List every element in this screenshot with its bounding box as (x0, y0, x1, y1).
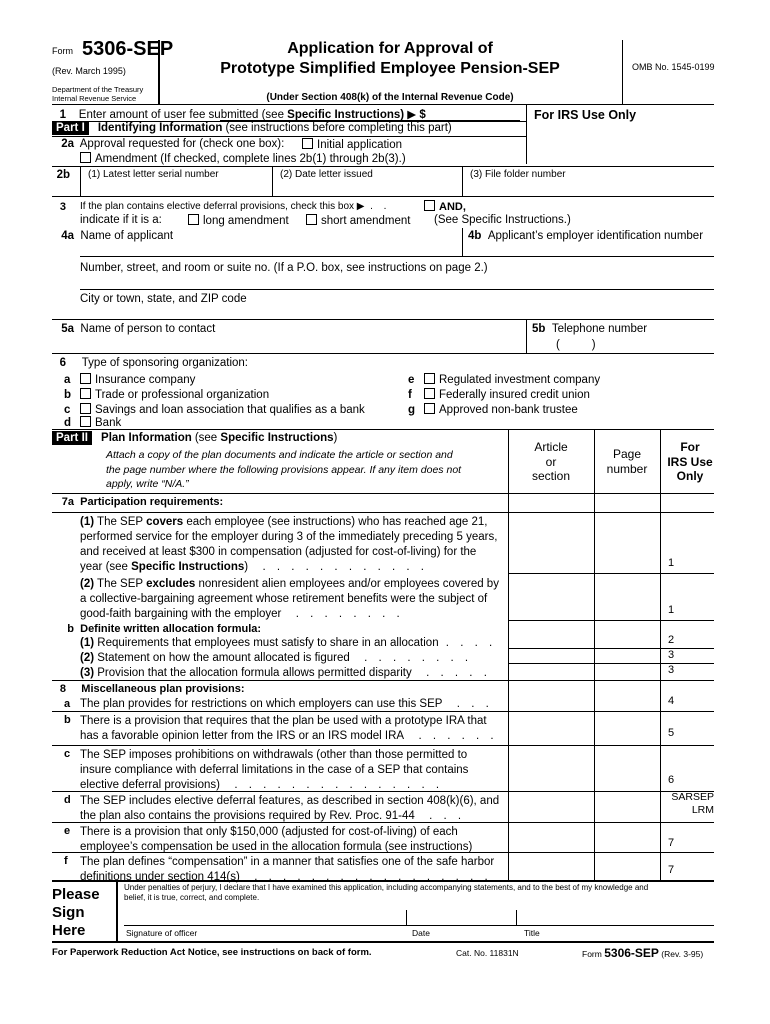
perjury-statement: Under penalties of perjury, I declare that I have examined this application, including accompanying statements, and to the best of my knowledge and belief, it is true, correct, and complete. (124, 883, 649, 902)
item-8b: There is a provision that requires that the plan be used with a prototype IRA that has a favorable opinion letter from the IRS or an IRS model IRA . . . . . . (80, 715, 498, 742)
irs-code-8b: 5 (668, 727, 675, 739)
item-7b-3: (3) Provision that the allocation formula allows permitted disparity . . . . . (80, 667, 491, 679)
employer-ein-field[interactable] (462, 256, 714, 257)
org-option-b[interactable]: b Trade or professional organization (64, 389, 270, 401)
regulated-investment-checkbox[interactable] (424, 373, 435, 384)
date-label: Date (412, 928, 430, 938)
form-title-line2: Prototype Simplified Employee Pension-SEP (220, 60, 560, 77)
line-2b-number: 2b (56, 169, 70, 181)
item-8a: The plan provides for restrictions on which employers can use this SEP . . . (80, 698, 493, 710)
item-8d: The SEP includes elective deferral features, as described in section 408(k)(6), and the plan also contains the provisions required by Rev. Proc. 91-44 . . . (80, 795, 500, 822)
irs-code-7a2: 1 (668, 604, 675, 616)
amendment-option[interactable]: Amendment (If checked, complete lines 2b(1) through 2b(3).) (80, 152, 406, 165)
line-3-number: 3 (59, 201, 66, 213)
trade-organization-checkbox[interactable] (80, 388, 91, 399)
irs-code-8d: SARSEP LRM (671, 791, 714, 816)
city-state-zip-field[interactable] (52, 319, 714, 320)
long-amendment-option[interactable]: long amendment (188, 214, 289, 227)
form-label: Form (52, 46, 73, 56)
street-address-label: Number, street, and room or suite no. (If a P.O. box, see instructions on page 2.) (80, 262, 488, 274)
irs-code-7b1: 2 (668, 634, 675, 646)
org-option-d[interactable]: d Bank (64, 417, 122, 429)
part2-instructions: Attach a copy of the plan documents and indicate the article or section and the page number where the following provisions appear. If any item does not apply, write “N/A.” (106, 449, 462, 490)
signature-line[interactable] (124, 925, 714, 926)
telephone-field[interactable]: ( ) (556, 339, 596, 351)
omb-number: OMB No. 1545-0199 (632, 62, 715, 72)
city-state-zip-label: City or town, state, and ZIP code (80, 293, 247, 305)
part1-badge: Part I (52, 121, 89, 135)
part2-heading: Part II Plan Information (see Specific Instructions) (52, 431, 337, 445)
irs-use-column-header: For IRS Use Only (667, 440, 713, 483)
line-7a: 7a Participation requirements: (61, 496, 224, 508)
irs-code-7b3: 3 (668, 664, 675, 676)
item-7b-2: (2) Statement on how the amount allocated is figured . . . . . . . . (80, 652, 473, 664)
form-title-line1: Application for Approval of (287, 40, 493, 57)
footer-form-id: Form 5306-SEP (Rev. 3-95) (582, 946, 704, 960)
line-3-indicate: indicate if it is a: (80, 214, 162, 226)
signature-of-officer-label: Signature of officer (126, 928, 198, 938)
line-8: 8 Miscellaneous plan provisions: (59, 683, 245, 695)
item-8c: The SEP imposes prohibitions on withdrawals (other than those permitted to insure compliance with deferral limitations in the case of a SEP that contains elective deferral provisions) . . . . . . . . . . . . . . . (80, 749, 469, 791)
org-option-c[interactable]: c Savings and loan association that qualifies as a bank (64, 404, 365, 416)
item-7b-1: (1) Requirements that employees must satisfy to share in an allocation . . . . (80, 637, 497, 649)
part1-heading: Part I Identifying Information (see instructions before completing this part) (52, 121, 452, 135)
irs-code-8e: 7 (668, 837, 675, 849)
line-7b: b Definite written allocation formula: (67, 623, 262, 635)
item-7a-2: (2) The SEP excludes nonresident alien employees and/or employees covered by a collective-bargaining agreement whose retirement benefits were the subject of good-faith bargaining with the employer . . . . . . . . (80, 578, 499, 620)
article-column-header: Article or section (531, 440, 571, 483)
short-amendment-option[interactable]: short amendment (306, 214, 411, 227)
paperwork-notice: For Paperwork Reduction Act Notice, see instructions on back of form. (52, 947, 372, 958)
org-option-f[interactable]: f Federally insured credit union (408, 389, 590, 401)
short-amendment-checkbox[interactable] (306, 214, 317, 225)
latest-letter-serial-field[interactable]: (1) Latest letter serial number (88, 169, 219, 180)
form-number: 5306-SEP (82, 38, 174, 60)
please-sign-here: Please Sign Here (52, 886, 100, 939)
irs-code-7a1: 1 (668, 557, 675, 569)
org-option-g[interactable]: g Approved non-bank trustee (408, 404, 578, 416)
line-6: 6 Type of sponsoring organization: (59, 357, 248, 369)
line-5a: 5a Name of person to contact (61, 323, 216, 335)
elective-deferral-option[interactable]: AND, (424, 200, 466, 213)
line-4a: 4a Name of applicant (61, 230, 174, 242)
file-folder-number-field[interactable]: (3) File folder number (470, 169, 566, 180)
revision-date: (Rev. March 1995) (52, 66, 126, 76)
bank-checkbox[interactable] (80, 416, 91, 427)
line-4b: 4b Applicant’s employer identification number (468, 230, 704, 242)
initial-application-checkbox[interactable] (302, 138, 313, 149)
line-1: 1 Enter amount of user fee submitted (see Specific Instructions) ▶ $ (59, 109, 426, 121)
long-amendment-checkbox[interactable] (188, 214, 199, 225)
part2-badge: Part II (52, 431, 92, 445)
org-option-e[interactable]: e Regulated investment company (408, 374, 601, 386)
savings-loan-checkbox[interactable] (80, 403, 91, 414)
item-8f: The plan defines “compensation” in a manner that satisfies one of the safe harbor definitions under section 414(s) . . . . . . . . . . . . . . . . . (80, 856, 495, 883)
initial-application-option[interactable]: Initial application (302, 138, 402, 151)
agency: Internal Revenue Service (52, 94, 137, 103)
insurance-company-checkbox[interactable] (80, 373, 91, 384)
department: Department of the Treasury (52, 85, 144, 94)
irs-use-only-label: For IRS Use Only (534, 108, 637, 122)
applicant-name-field[interactable] (80, 256, 462, 257)
irs-code-8c: 6 (668, 774, 675, 786)
item-8e: There is a provision that only $150,000 (adjusted for cost-of-living) of each employee’s compensation be used in the allocation formula (see instructions) (80, 826, 473, 853)
elective-deferral-checkbox[interactable] (424, 200, 435, 211)
credit-union-checkbox[interactable] (424, 388, 435, 399)
irs-code-8f: 7 (668, 864, 675, 876)
line-3-text: If the plan contains elective deferral provisions, check this box ▶ . . (80, 201, 391, 212)
street-address-field[interactable] (80, 289, 714, 290)
page-column-header: Page number (606, 447, 648, 476)
item-7a-1: (1) The SEP covers each employee (see instructions) who has reached age 21, performed service for the employer during 3 of the immediately preceding 5 years, and received at least $300 in compensation (adjusted for cost-of-living) for the year (see Specific Instructions) . . . . . . . . . . . . (80, 516, 498, 573)
irs-code-8a: 4 (668, 695, 675, 707)
non-bank-trustee-checkbox[interactable] (424, 403, 435, 414)
title-label: Title (524, 928, 540, 938)
catalog-number: Cat. No. 11831N (456, 948, 519, 958)
org-option-a[interactable]: a Insurance company (64, 374, 196, 386)
amendment-checkbox[interactable] (80, 152, 91, 163)
see-specific-instructions: (See Specific Instructions.) (434, 214, 571, 226)
date-letter-issued-field[interactable]: (2) Date letter issued (280, 169, 373, 180)
form-subtitle: (Under Section 408(k) of the Internal Revenue Code) (266, 92, 514, 103)
line-5b: 5b Telephone number (532, 323, 648, 335)
line-2a: 2a Approval requested for (check one box): (61, 138, 285, 150)
irs-code-7b2: 3 (668, 649, 675, 661)
